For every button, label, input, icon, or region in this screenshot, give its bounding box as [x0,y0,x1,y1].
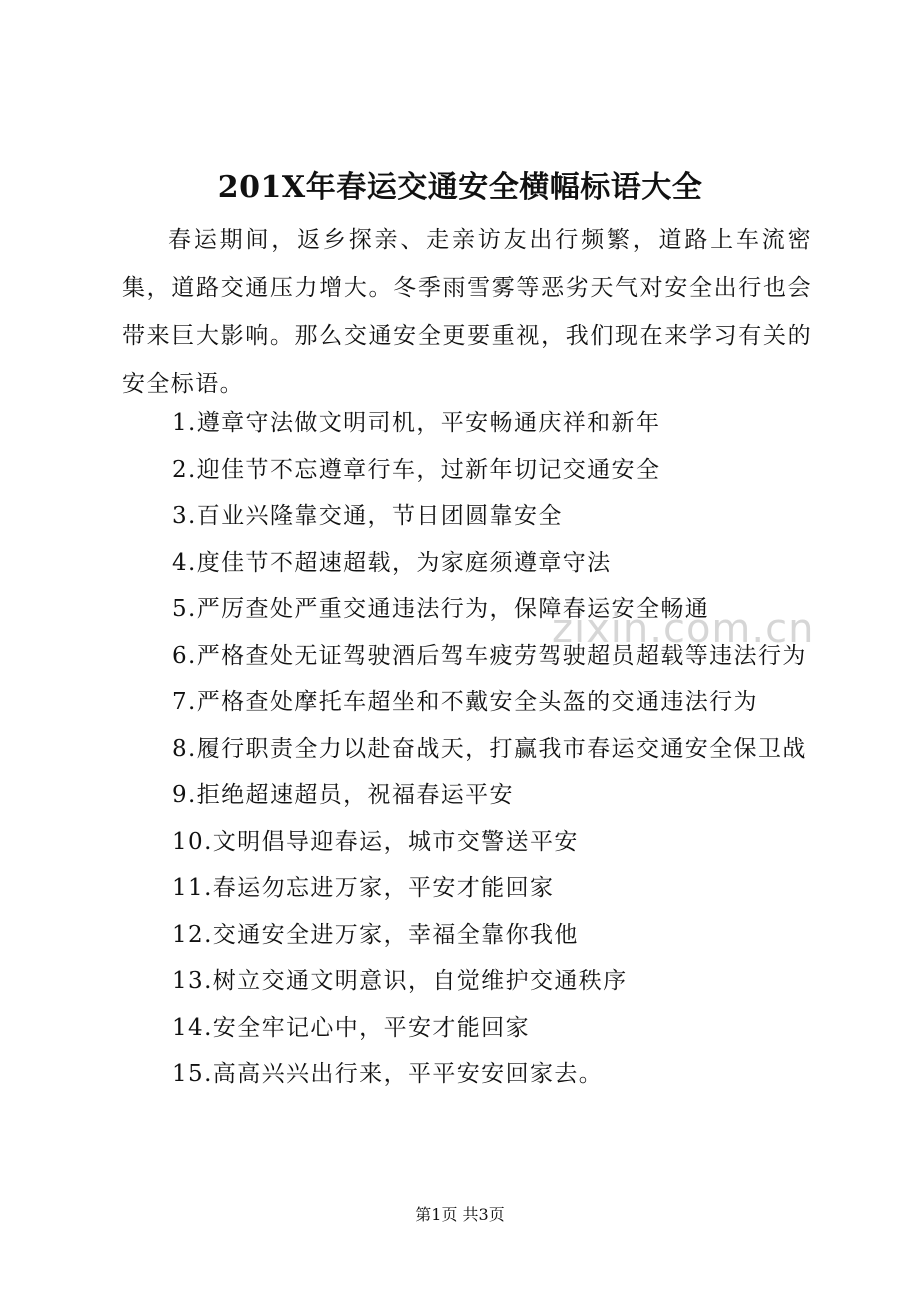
watermark: zixin.com.cn [552,606,815,652]
slogan-item: 8.履行职责全力以赴奋战天，打赢我市春运交通安全保卫战 [172,735,807,762]
slogan-item: 14.安全牢记心中，平安才能回家 [172,1014,530,1041]
slogan-item: 5.严厉查处严重交通违法行为，保障春运安全畅通 [172,596,710,622]
slogan-item: 2.迎佳节不忘遵章行车，过新年切记交通安全 [172,456,661,483]
slogan-item: 6.严格查处无证驾驶酒后驾车疲劳驾驶超员超载等违法行为 [172,642,807,669]
slogan-item: 10.文明倡导迎春运，城市交警送平安 [172,828,579,855]
slogan-item: 11.春运勿忘进万家，平安才能回家 [172,875,555,901]
slogan-item: 15.高高兴兴出行来，平平安安回家去。 [172,1061,604,1087]
slogan-item: 3.百业兴隆靠交通，节日团圆靠安全 [172,503,563,529]
document-title: 201X年春运交通安全横幅标语大全 [217,170,703,205]
slogan-list [122,400,815,1098]
slogan-item: 7.严格查处摩托车超坐和不戴安全头盔的交通违法行为 [172,689,758,715]
page-footer: 第1页 共3页 [415,1205,505,1224]
slogan-item: 4.度佳节不超速超载，为家庭须遵章守法 [172,549,612,576]
slogan-item: 13.树立交通文明意识，自觉维护交通秩序 [172,968,628,994]
slogan-item: 9.拒绝超速超员，祝福春运平安 [172,782,514,808]
slogan-item: 1.遵章守法做文明司机，平安畅通庆祥和新年 [172,410,661,436]
slogan-item: 12.交通安全进万家，幸福全靠你我他 [172,921,579,948]
intro-paragraph: 春运期间，返乡探亲、走亲访友出行频繁，道路上车流密集，道路交通压力增大。冬季雨雪雾等恶劣天气对安全出行也会带来巨大影响。那么交通安全更要重视，我们现在来学习有关的安全标语。 [122,227,812,397]
